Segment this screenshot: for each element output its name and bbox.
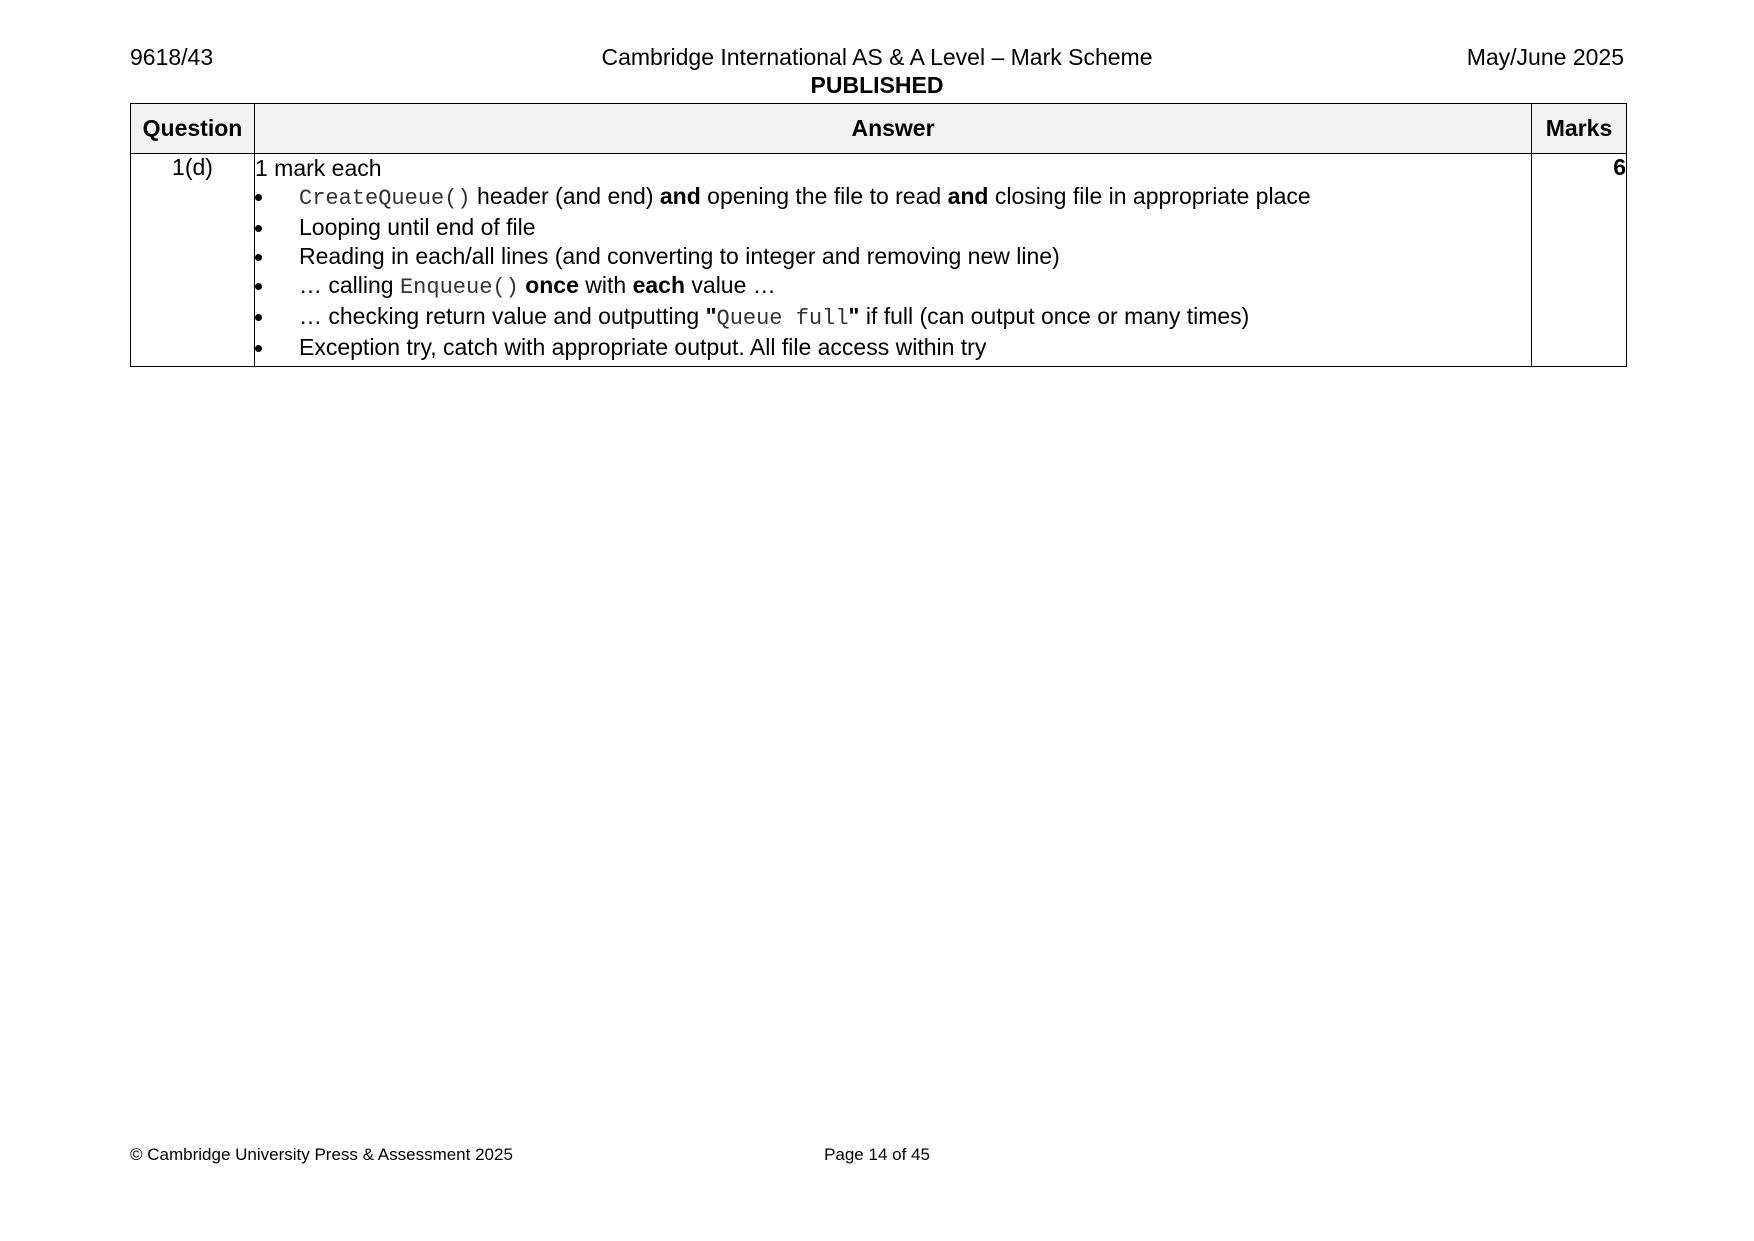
bullet-icon xyxy=(255,283,262,290)
bullet-icon xyxy=(255,254,262,261)
published-label: PUBLISHED xyxy=(810,72,944,98)
question-number: 1(d) xyxy=(131,154,255,367)
bullet-icon xyxy=(255,225,262,232)
bullet-icon xyxy=(255,194,262,201)
point-text: if full (can output once or many times) xyxy=(865,303,1250,329)
paper-code: 9618/43 xyxy=(130,44,214,70)
point-bold: each xyxy=(632,272,686,298)
point-text: Reading in each/all lines (and converting to integer and removing new line) xyxy=(299,243,1060,269)
marks-value: 6 xyxy=(1532,154,1627,367)
page-number: Page 14 of 45 xyxy=(824,1145,930,1164)
marking-point xyxy=(255,271,1531,302)
table-row xyxy=(131,154,1627,367)
code-enqueue: Enqueue() xyxy=(399,275,519,300)
answer-cell xyxy=(255,154,1532,367)
answer-intro: 1 mark each xyxy=(255,155,382,181)
marking-point xyxy=(255,213,1531,242)
copyright-notice: © Cambridge University Press & Assessment 2025 xyxy=(130,1145,513,1164)
marking-point xyxy=(255,333,1531,362)
point-text: … checking return value and outputting xyxy=(299,303,706,329)
marking-point xyxy=(255,242,1531,271)
point-text: Exception try, catch with appropriate output. All file access within try xyxy=(299,334,987,360)
point-text: opening the file to read xyxy=(700,183,948,209)
bullet-icon xyxy=(255,314,262,321)
code-createqueue: CreateQueue() xyxy=(299,186,471,211)
marking-point xyxy=(255,302,1531,333)
point-text: header (and end) xyxy=(470,183,660,209)
point-text: closing file in appropriate place xyxy=(988,183,1311,209)
column-header-question: Question xyxy=(131,104,255,154)
quote-mark: " xyxy=(705,303,717,329)
marking-points-list xyxy=(255,182,1531,362)
quote-mark: " xyxy=(848,303,860,329)
exam-series: May/June 2025 xyxy=(1466,44,1624,70)
column-header-answer: Answer xyxy=(255,104,1532,154)
point-text: Looping until end of file xyxy=(299,214,536,240)
point-bold: and xyxy=(659,183,701,209)
bullet-icon xyxy=(255,345,262,352)
marking-point xyxy=(255,182,1531,213)
table-header-row xyxy=(131,104,1627,154)
column-header-marks: Marks xyxy=(1532,104,1627,154)
point-text: … calling xyxy=(299,272,400,298)
point-bold: and xyxy=(947,183,989,209)
point-bold: once xyxy=(525,272,579,298)
document-title: Cambridge International AS & A Level – Mark Scheme xyxy=(601,44,1153,70)
point-text: value … xyxy=(685,272,776,298)
code-queue-full: Queue full xyxy=(716,306,849,331)
mark-scheme-table xyxy=(130,103,1627,367)
point-text: with xyxy=(578,272,633,298)
